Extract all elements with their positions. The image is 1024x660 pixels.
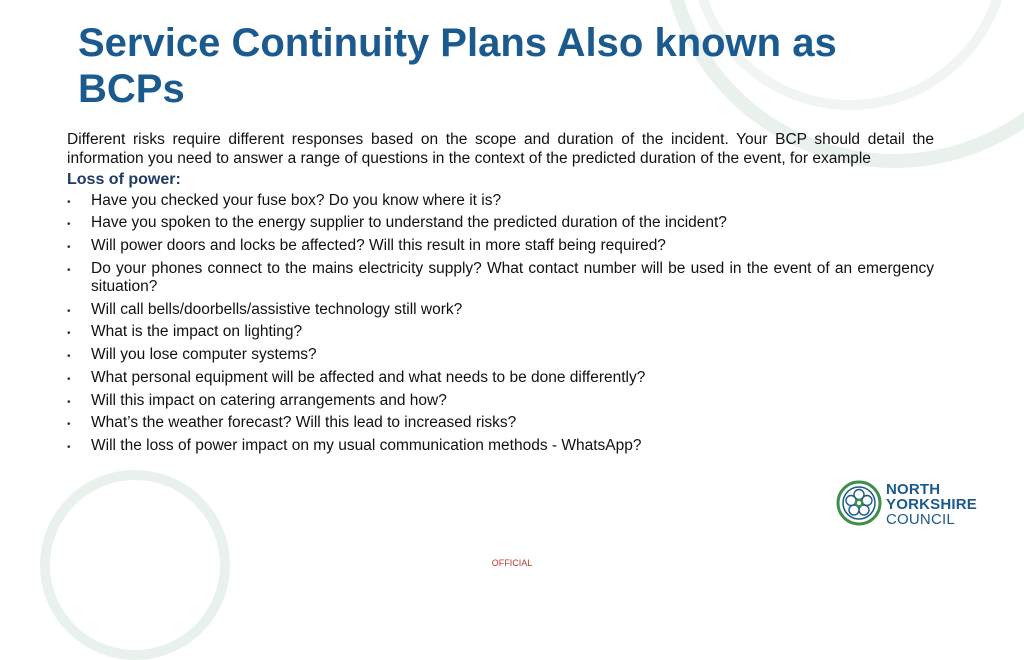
list-item-text: Have you checked your fuse box? Do you know where it is?: [91, 191, 502, 209]
bullet-icon: •: [67, 219, 71, 231]
section-heading: Loss of power:: [67, 171, 181, 188]
list-item: [67, 260, 934, 297]
list-item: [67, 301, 934, 320]
list-item-text: Will this impact on catering arrangements and how?: [91, 391, 447, 409]
list-item: [67, 323, 934, 342]
logo-line-north: NORTH: [886, 481, 941, 498]
list-item: [67, 192, 934, 211]
logo-line-council: COUNCIL: [886, 511, 955, 528]
bullet-icon: •: [67, 196, 71, 208]
bullet-icon: •: [67, 241, 71, 253]
bullet-list: [67, 192, 934, 456]
list-item-text: What personal equipment will be affected and what needs to be done differently?: [91, 368, 646, 386]
list-item-text: Do your phones connect to the mains electricity supply? What contact number will be used in the event of an emergency situation?: [91, 259, 934, 296]
security-classification-label: OFFICIAL: [491, 558, 533, 568]
list-item-text: What is the impact on lighting?: [91, 323, 303, 341]
logo-line-yorkshire: YORKSHIRE: [886, 496, 977, 513]
list-item: [67, 392, 934, 411]
bullet-icon: •: [67, 419, 71, 431]
list-item: [67, 414, 934, 433]
bullet-icon: •: [67, 351, 71, 363]
list-item: [67, 346, 934, 365]
list-item: [67, 214, 934, 233]
bullet-icon: •: [67, 373, 71, 385]
bullet-icon: •: [67, 396, 71, 408]
bullet-icon: •: [67, 305, 71, 317]
list-item: [67, 369, 934, 388]
list-item-text: Will call bells/doorbells/assistive technology still work?: [91, 300, 463, 318]
rose-emblem-icon: [836, 480, 882, 526]
list-item-text: Will you lose computer systems?: [91, 346, 317, 364]
list-item: [67, 237, 934, 256]
bullet-icon: •: [67, 264, 71, 276]
list-item-text: Have you spoken to the energy supplier to understand the predicted duration of the incident?: [91, 214, 727, 232]
bullet-icon: •: [67, 328, 71, 340]
intro-paragraph: Different risks require different responses based on the scope and duration of the incident. Your BCP should detail the information you need to answer a range of questions in the context of the predicted duration of the event, for example: [67, 131, 934, 167]
north-yorkshire-council-logo: [836, 480, 986, 530]
list-item: [67, 437, 934, 456]
list-item-text: What’s the weather forecast? Will this lead to increased risks?: [91, 414, 517, 432]
list-item-text: Will power doors and locks be affected? Will this result in more staff being required?: [91, 236, 666, 254]
list-item-text: Will the loss of power impact on my usual communication methods - WhatsApp?: [91, 436, 642, 454]
bullet-icon: •: [67, 441, 71, 453]
slide-title: Service Continuity Plans Also known as BCPs: [78, 21, 837, 111]
slide-body: [67, 131, 934, 460]
logo-wordmark: [886, 482, 977, 527]
